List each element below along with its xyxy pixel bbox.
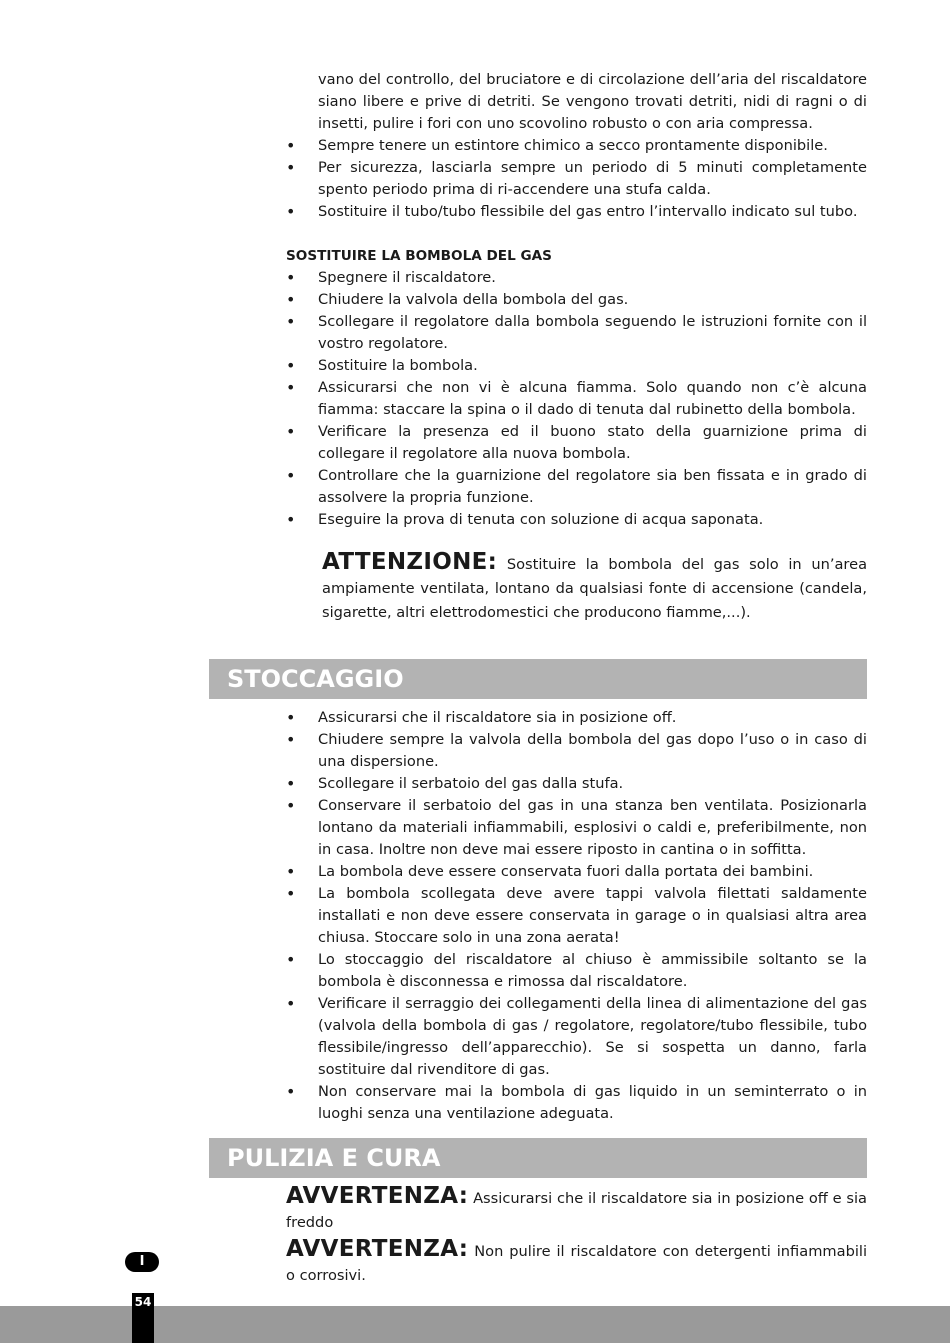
page-number: 54 [132, 1293, 154, 1343]
list-item: • Eseguire la prova di tenuta con soluzione di acqua saponata. [286, 509, 867, 531]
replace-bullet-list [286, 267, 867, 531]
cleaning-section [286, 1184, 867, 1288]
list-item: • Sostituire il tubo/tubo flessibile del gas entro l’intervallo indicato sul tubo. [286, 201, 867, 223]
list-item: • Conservare il serbatoio del gas in una stanza ben ventilata. Posizionarla lontano da materiali infiammabili, esplosivi o caldi e, preferibilmente, non in casa. Inoltre non deve mai essere riposto in cantina o in soffitta. [286, 795, 867, 861]
list-item: • Per sicurezza, lasciarla sempre un periodo di 5 minuti completamente spento periodo prima di ri-accendere una stufa calda. [286, 157, 867, 201]
list-item: • Assicurarsi che non vi è alcuna fiamma. Solo quando non c’è alcuna fiamma: staccare la spina o il dado di tenuta dal rubinetto della bombola. [286, 377, 867, 421]
storage-bullet-list [286, 707, 867, 1125]
list-item: • La bombola scollegata deve avere tappi valvola filettati saldamente installati e non deve essere conservata in garage o in qualsiasi altra area chiusa. Stoccare solo in una zona aerata! [286, 883, 867, 949]
replace-section [286, 245, 867, 531]
list-item: • Sempre tenere un estintore chimico a secco prontamente disponibile. [286, 135, 867, 157]
list-item: • Controllare che la guarnizione del regolatore sia ben fissata e in grado di assolvere la propria funzione. [286, 465, 867, 509]
list-item: • Chiudere la valvola della bombola del gas. [286, 289, 867, 311]
list-item: • Assicurarsi che il riscaldatore sia in posizione off. [286, 707, 867, 729]
list-item: • Lo stoccaggio del riscaldatore al chiuso è ammissibile soltanto se la bombola è disconnessa e rimossa dal riscaldatore. [286, 949, 867, 993]
top-section [286, 69, 867, 223]
warning-keyword: AVVERTENZA: [286, 1236, 469, 1262]
list-item: • Non conservare mai la bombola di gas liquido in un seminterrato o in luoghi senza una ventilazione adeguata. [286, 1081, 867, 1125]
list-item: • Verificare la presenza ed il buono stato della guarnizione prima di collegare il regolatore alla nuova bombola. [286, 421, 867, 465]
warning-note [286, 1184, 867, 1235]
attention-text: Sostituire la bombola del gas solo in un’area ampiamente ventilata, lontano da qualsiasi fonte di accensione (candela, sigarette, altri elettrodomestici che producono fiamme,...). [322, 556, 868, 621]
top-bullet-list [286, 135, 867, 223]
attention-note [322, 550, 867, 625]
warning-text: Assicurarsi che il riscaldatore sia in posizione off e sia freddo [286, 1190, 867, 1231]
list-item: • Spegnere il riscaldatore. [286, 267, 867, 289]
list-item: • Chiudere sempre la valvola della bombola del gas dopo l’uso o in caso di una dispersione. [286, 729, 867, 773]
cleaning-section-title: PULIZIA E CURA [209, 1138, 867, 1178]
warning-note [286, 1237, 867, 1288]
list-item: • Sostituire la bombola. [286, 355, 867, 377]
list-item: • Scollegare il serbatoio del gas dalla stufa. [286, 773, 867, 795]
list-item: • Scollegare il regolatore dalla bombola seguendo le istruzioni fornite con il vostro regolatore. [286, 311, 867, 355]
list-item: • La bombola deve essere conservata fuori dalla portata dei bambini. [286, 861, 867, 883]
language-badge: I [125, 1252, 159, 1272]
continuation-text: vano del controllo, del bruciatore e di circolazione dell’aria del riscaldatore siano libere e prive di detriti. Se vengono trovati detriti, nidi di ragni o di insetti, pulire i fori con uno scovolino robusto o con aria compressa. [318, 71, 867, 132]
section-subheading: SOSTITUIRE LA BOMBOLA DEL GAS [286, 248, 552, 264]
storage-section [286, 707, 867, 1125]
attention-keyword: ATTENZIONE: [322, 549, 498, 575]
storage-section-title: STOCCAGGIO [209, 659, 867, 699]
warning-keyword: AVVERTENZA: [286, 1183, 469, 1209]
warning-text: Non pulire il riscaldatore con detergenti infiammabili o corrosivi. [286, 1243, 867, 1284]
list-item: • Verificare il serraggio dei collegamenti della linea di alimentazione del gas (valvola della bombola di gas / regolatore, regolatore/tubo flessibile, tubo flessibile/ingresso dell’apparecchio). Se si sospetta un danno, farla sostituire dal rivenditore di gas. [286, 993, 867, 1081]
